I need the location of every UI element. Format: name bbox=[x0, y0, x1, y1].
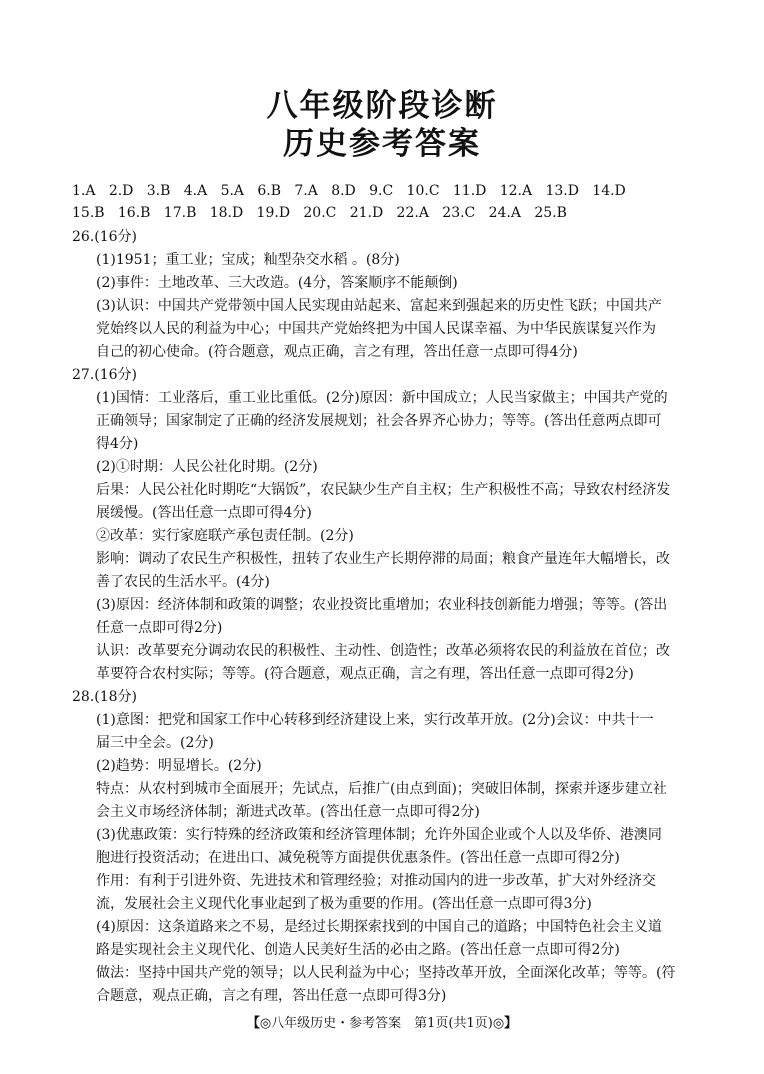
answer-line: ②改革：实行家庭联产承包责任制。(2分) bbox=[96, 528, 354, 544]
answer-line: (2)事件：土地改革、三大改造。(4分，答案顺序不能颠倒) bbox=[96, 275, 458, 291]
answer-line: 胞进行投资活动；在进出口、减免税等方面提供优惠条件。(答出任意一点即可得2分) bbox=[96, 850, 620, 866]
answer-line: 流，发展社会主义现代化事业起到了极为重要的作用。(答出任意一点即可得3分) bbox=[96, 896, 592, 912]
question-heading: 27.(16分) bbox=[72, 367, 138, 383]
answer-line: 得4分) bbox=[96, 436, 139, 452]
answer-line: 党始终以人民的利益为中心；中国共产党始终把为中国人民谋幸福、为中华民族谋复兴作为 bbox=[96, 321, 656, 337]
answer-line: (2)①时期：人民公社化时期。(2分) bbox=[96, 459, 318, 475]
answer-line: (3)优惠政策：实行特殊的经济政策和经济管理体制；允许外国企业或个人以及华侨、港澳同 bbox=[96, 827, 662, 843]
page-footer bbox=[0, 1012, 764, 1031]
answer-line: (1)1951；重工业；宝成；籼型杂交水稻 。(8分) bbox=[96, 252, 400, 268]
answer-line: (4)原因：这条道路来之不易，是经过长期探索找到的中国自己的道路；中国特色社会主义道 bbox=[96, 919, 662, 935]
answer-line: 认识：改革要充分调动农民的积极性、主动性、创造性；改革必须将农民的利益放在首位；改 bbox=[96, 643, 670, 659]
answer-line: 合题意，观点正确，言之有理，答出任意一点即可得3分) bbox=[96, 988, 447, 1004]
answer-line: (3)原因：经济体制和政策的调整；农业投资比重增加；农业科技创新能力增强；等等。(答出 bbox=[96, 597, 668, 613]
answer-line: (1)意图：把党和国家工作中心转移到经济建设上来，实行改革开放。(2分)会议：中共十一 bbox=[96, 712, 654, 728]
answer-line: 革要符合农村实际；等等。(符合题意，观点正确，言之有理，答出任意一点即可得2分) bbox=[96, 666, 634, 682]
page-title: 八年级阶段诊断 bbox=[266, 88, 498, 124]
answer-line: 后果：人民公社化时期吃“大锅饭”，农民缺少生产自主权；生产积极性不高；导致农村经济发 bbox=[96, 482, 671, 498]
page-subtitle: 历史参考答案 bbox=[283, 126, 481, 162]
answer-line: 会主义市场经济体制；渐进式改革。(答出任意一点即可得2分) bbox=[96, 804, 480, 820]
footer-right-mark: ◎】 bbox=[492, 1016, 518, 1031]
question-heading: 28.(18分) bbox=[72, 689, 138, 705]
answer-line: 展缓慢。(答出任意一点即可得4分) bbox=[96, 505, 312, 521]
answer-key-line-2: 15.B 16.B 17.B 18.D 19.D 20.C 21.D 22.A 23.C 24.A 25.B bbox=[72, 205, 567, 221]
answer-line: 作用：有利于引进外资、先进技术和管理经验；对推动国内的进一步改革，扩大对外经济交 bbox=[96, 873, 656, 889]
footer-left-mark: 【◎ bbox=[246, 1016, 272, 1031]
answer-line: 特点：从农村到城市全面展开；先试点，后推广(由点到面)；突破旧体制，探索并逐步建立社 bbox=[96, 781, 667, 797]
answer-line: 善了农民的生活水平。(4分) bbox=[96, 574, 270, 590]
answer-line: 届三中全会。(2分) bbox=[96, 735, 214, 751]
answer-line: 影响：调动了农民生产积极性，扭转了农业生产长期停滞的局面；粮食产量连年大幅增长，改 bbox=[96, 551, 670, 567]
answer-line: 任意一点即可得2分) bbox=[96, 620, 223, 636]
answer-line: (3)认识：中国共产党带领中国人民实现由站起来、富起来到强起来的历史性飞跃；中国共产 bbox=[96, 298, 662, 314]
answer-key-line-1: 1.A 2.D 3.B 4.A 5.A 6.B 7.A 8.D 9.C 10.C 11.D 12.A 13.D 14.D bbox=[72, 183, 626, 199]
question-heading: 26.(16分) bbox=[72, 229, 138, 245]
answer-line: (1)国情：工业落后，重工业比重低。(2分)原因：新中国成立；人民当家做主；中国共产党的 bbox=[96, 390, 668, 406]
answer-line: 自己的初心使命。(符合题意，观点正确，言之有理，答出任意一点即可得4分) bbox=[96, 344, 578, 360]
answer-line: 正确领导；国家制定了正确的经济发展规划；社会各界齐心协力；等等。(答出任意两点即可 bbox=[96, 413, 662, 429]
answer-line: 路是实现社会主义现代化、创造人民美好生活的必由之路。(答出任意一点即可得2分) bbox=[96, 942, 620, 958]
answer-line: 做法：坚持中国共产党的领导；以人民利益为中心；坚持改革开放，全面深化改革；等等。(符 bbox=[96, 965, 676, 981]
answer-line: (2)趋势：明显增长。(2分) bbox=[96, 758, 262, 774]
footer-text: 八年级历史・参考答案 第1页(共1页) bbox=[271, 1016, 493, 1031]
